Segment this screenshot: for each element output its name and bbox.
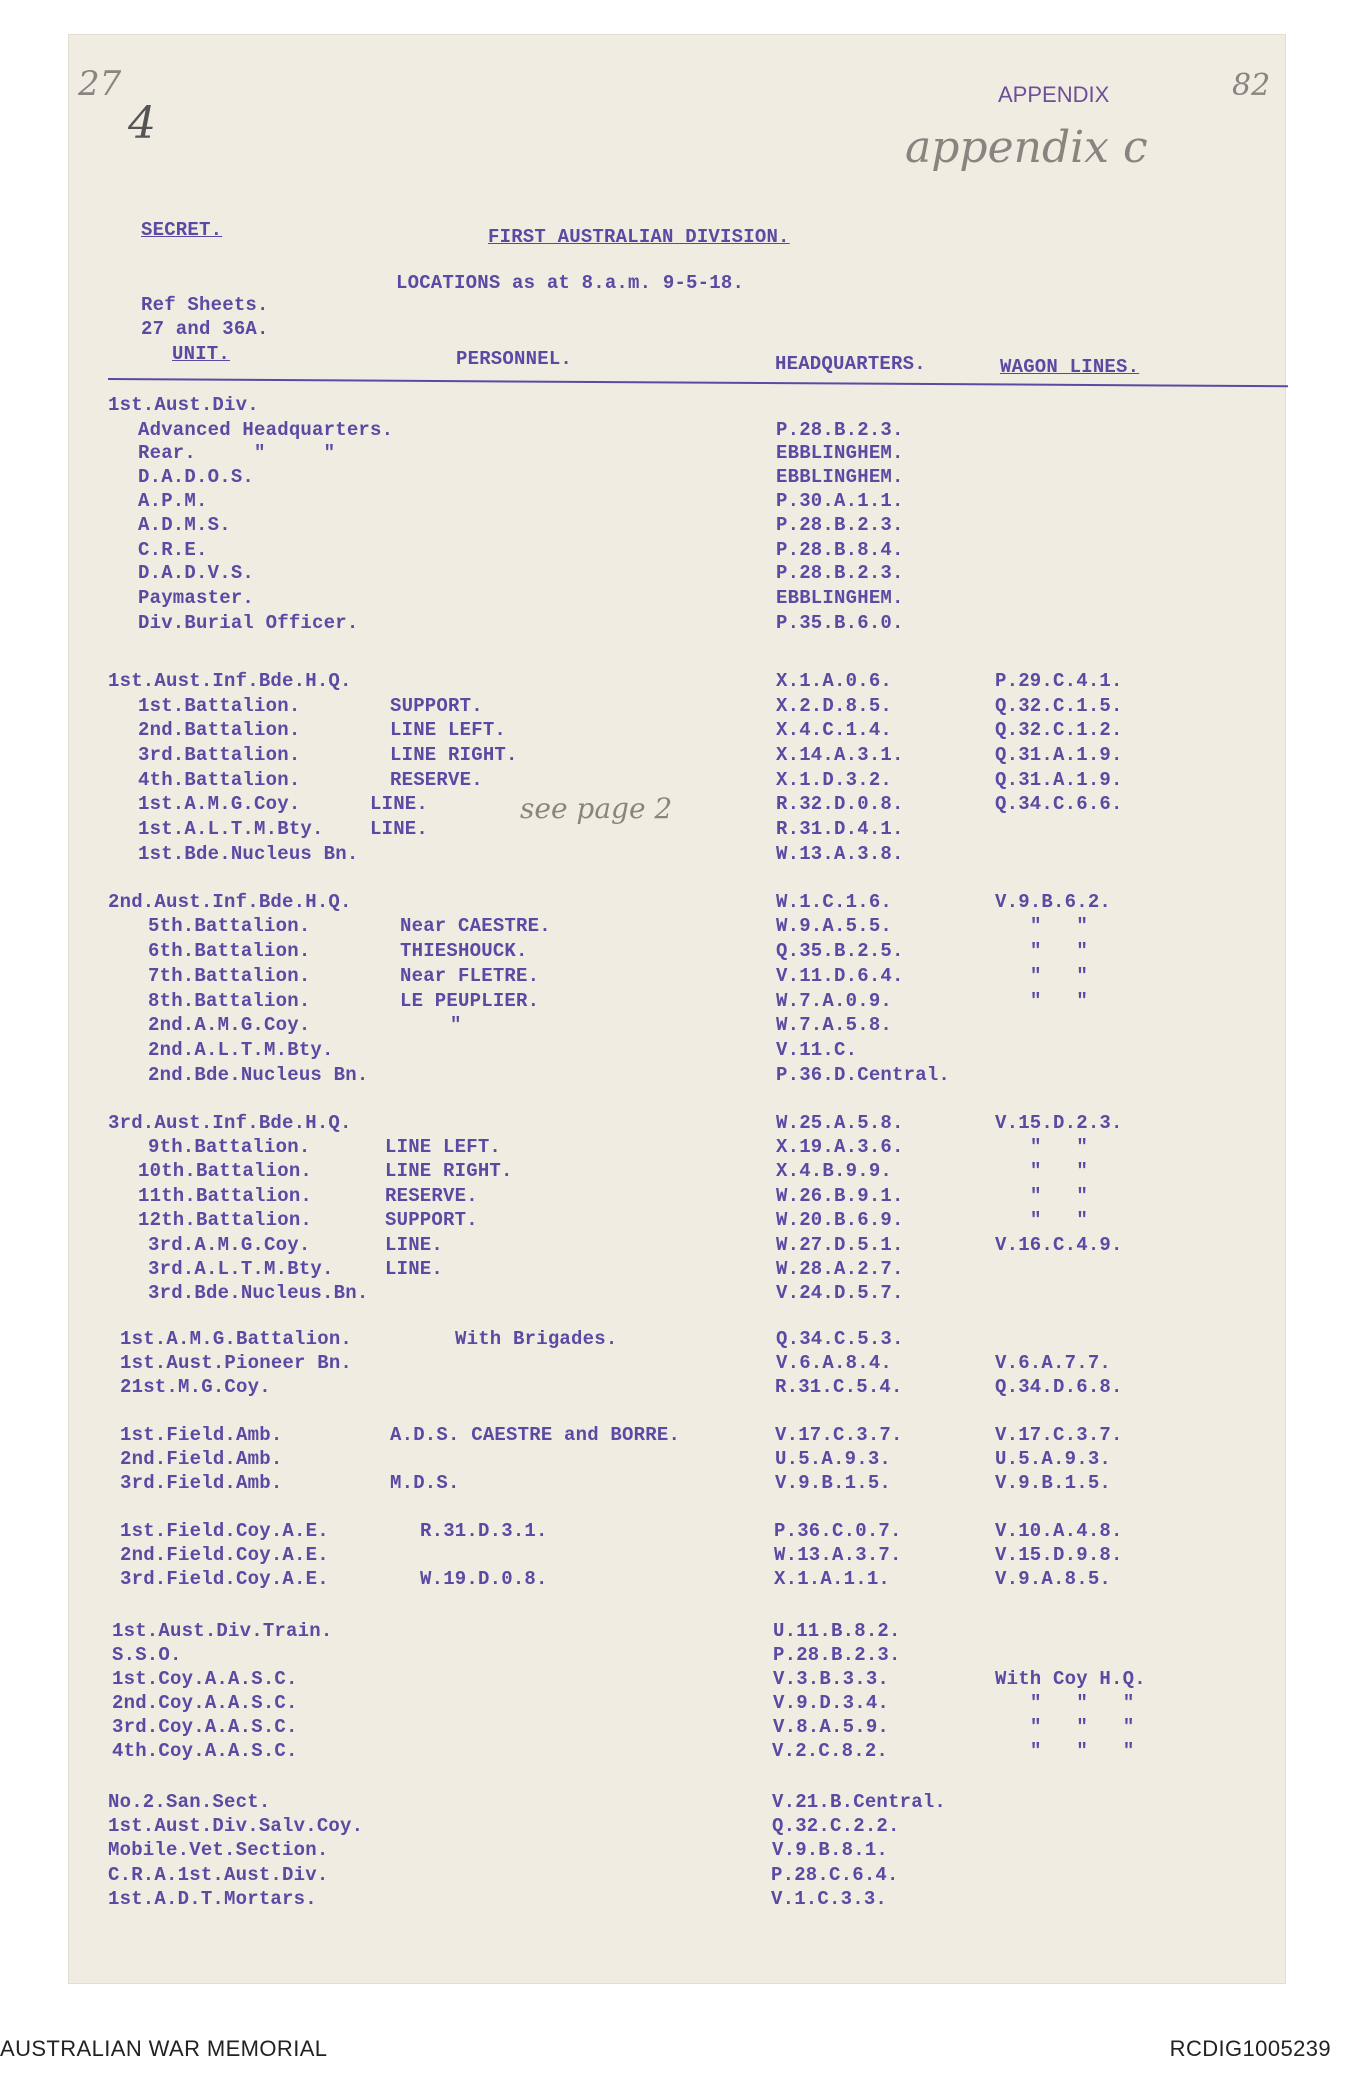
row-unit: 1st.A.M.G.Coy. <box>138 793 301 815</box>
row-unit: 21st.M.G.Coy. <box>120 1376 271 1398</box>
row-wagon-lines: P.29.C.4.1. <box>995 670 1123 692</box>
row-personnel: THIESHOUCK. <box>400 940 528 962</box>
row-headquarters: V.11.D.6.4. <box>776 965 904 987</box>
row-wagon-lines: " " <box>1030 940 1089 962</box>
row-headquarters: Q.32.C.2.2. <box>772 1815 900 1837</box>
row-unit: 7th.Battalion. <box>148 965 311 987</box>
row-unit: 4th.Battalion. <box>138 769 301 791</box>
row-headquarters: P.28.B.2.3. <box>776 562 904 584</box>
row-headquarters: X.2.D.8.5. <box>776 695 893 717</box>
row-wagon-lines: V.15.D.9.8. <box>995 1544 1123 1566</box>
row-headquarters: V.21.B.Central. <box>772 1791 947 1813</box>
row-headquarters: X.1.A.1.1. <box>774 1568 891 1590</box>
row-unit: 2nd.A.L.T.M.Bty. <box>148 1039 334 1061</box>
row-unit: 6th.Battalion. <box>148 940 311 962</box>
row-unit: 1st.Aust.Div.Train. <box>112 1620 333 1642</box>
row-headquarters: U.11.B.8.2. <box>773 1620 901 1642</box>
column-wagon-lines: WAGON LINES. <box>1000 356 1140 378</box>
row-personnel: LINE RIGHT. <box>390 744 518 766</box>
row-unit: C.R.A.1st.Aust.Div. <box>108 1864 329 1886</box>
row-headquarters: W.7.A.5.8. <box>776 1014 893 1036</box>
row-headquarters: R.31.D.4.1. <box>776 818 904 840</box>
row-headquarters: P.35.B.6.0. <box>776 612 904 634</box>
row-personnel: LINE. <box>385 1234 444 1256</box>
row-wagon-lines: " " <box>1030 990 1089 1012</box>
row-wagon-lines: V.15.D.2.3. <box>995 1112 1123 1134</box>
footer-right: RCDIG1005239 <box>1169 2036 1331 2061</box>
row-headquarters: P.36.D.Central. <box>776 1064 951 1086</box>
row-unit: 2nd.Field.Amb. <box>120 1448 283 1470</box>
row-headquarters: U.5.A.9.3. <box>775 1448 892 1470</box>
row-headquarters: W.13.A.3.8. <box>776 843 904 865</box>
row-wagon-lines: " " " <box>1030 1716 1135 1738</box>
row-unit: 1st.A.L.T.M.Bty. <box>138 818 324 840</box>
row-unit: 1st.Aust.Div.Salv.Coy. <box>108 1815 364 1837</box>
row-headquarters: P.28.B.2.3. <box>776 514 904 536</box>
row-wagon-lines: " " <box>1030 1136 1089 1158</box>
row-unit: S.S.O. <box>112 1644 182 1666</box>
row-headquarters: EBBLINGHEM. <box>776 442 904 464</box>
row-personnel: LINE LEFT. <box>390 719 507 741</box>
row-wagon-lines: Q.32.C.1.2. <box>995 719 1123 741</box>
row-personnel: A.D.S. CAESTRE and BORRE. <box>390 1424 681 1446</box>
row-unit: 2nd.A.M.G.Coy. <box>148 1014 311 1036</box>
row-headquarters: P.28.C.6.4. <box>771 1864 899 1886</box>
locations-line: LOCATIONS as at 8.a.m. 9-5-18. <box>396 272 745 294</box>
row-unit: 2nd.Field.Coy.A.E. <box>120 1544 329 1566</box>
row-headquarters: V.6.A.8.4. <box>776 1352 893 1374</box>
row-headquarters: W.26.B.9.1. <box>776 1185 904 1207</box>
row-unit: 1st.Coy.A.A.S.C. <box>112 1668 298 1690</box>
row-wagon-lines: Q.31.A.1.9. <box>995 744 1123 766</box>
appendix-handwritten: appendix c <box>905 122 1148 173</box>
row-personnel: SUPPORT. <box>390 695 483 717</box>
row-wagon-lines: " " <box>1030 1160 1089 1182</box>
row-headquarters: P.36.C.0.7. <box>774 1520 902 1542</box>
row-unit: 1st.Field.Amb. <box>120 1424 283 1446</box>
row-headquarters: X.19.A.3.6. <box>776 1136 904 1158</box>
row-unit: C.R.E. <box>138 539 208 561</box>
row-unit: 3rd.A.L.T.M.Bty. <box>148 1258 334 1280</box>
secret-label: SECRET. <box>141 219 223 241</box>
division-title: FIRST AUSTRALIAN DIVISION. <box>488 226 790 248</box>
row-unit: Advanced Headquarters. <box>138 419 394 441</box>
row-unit: Mobile.Vet.Section. <box>108 1839 329 1861</box>
row-wagon-lines: V.9.B.1.5. <box>995 1472 1112 1494</box>
row-personnel: M.D.S. <box>390 1472 460 1494</box>
row-unit: Paymaster. <box>138 587 255 609</box>
row-wagon-lines: " " <box>1030 1209 1089 1231</box>
row-unit: 1st.Battalion. <box>138 695 301 717</box>
row-unit: 3rd.Field.Coy.A.E. <box>120 1568 329 1590</box>
row-headquarters: EBBLINGHEM. <box>776 587 904 609</box>
row-unit: 3rd.Field.Amb. <box>120 1472 283 1494</box>
row-unit: 8th.Battalion. <box>148 990 311 1012</box>
row-headquarters: X.4.B.9.9. <box>776 1160 893 1182</box>
row-headquarters: X.1.D.3.2. <box>776 769 893 791</box>
page-number: 4 <box>128 98 156 149</box>
stamp-number: 82 <box>1232 68 1271 103</box>
row-unit: No.2.San.Sect. <box>108 1791 271 1813</box>
row-headquarters: P.28.B.8.4. <box>776 539 904 561</box>
row-personnel: W.19.D.0.8. <box>420 1568 548 1590</box>
row-unit: 3rd.Aust.Inf.Bde.H.Q. <box>108 1112 352 1134</box>
row-wagon-lines: With Coy H.Q. <box>995 1668 1146 1690</box>
row-unit: 2nd.Aust.Inf.Bde.H.Q. <box>108 891 352 913</box>
row-unit: 1st.A.M.G.Battalion. <box>120 1328 353 1350</box>
row-personnel: Near CAESTRE. <box>400 915 551 937</box>
row-unit: D.A.D.V.S. <box>138 562 255 584</box>
row-headquarters: V.9.B.8.1. <box>772 1839 889 1861</box>
row-headquarters: W.27.D.5.1. <box>776 1234 904 1256</box>
row-unit: 1st.Aust.Div. <box>108 394 259 416</box>
row-personnel: RESERVE. <box>390 769 483 791</box>
row-unit: 1st.A.D.T.Mortars. <box>108 1888 317 1910</box>
row-headquarters: X.1.A.0.6. <box>776 670 893 692</box>
see-page-note: see page 2 <box>520 792 673 825</box>
row-headquarters: R.32.D.0.8. <box>776 793 904 815</box>
row-wagon-lines: " " <box>1030 1185 1089 1207</box>
row-unit: 3rd.Coy.A.A.S.C. <box>112 1716 298 1738</box>
row-unit: 12th.Battalion. <box>138 1209 313 1231</box>
appendix-stamp: APPENDIX <box>998 82 1110 107</box>
ref-sheets-numbers: 27 and 36A. <box>141 318 269 340</box>
row-headquarters: W.13.A.3.7. <box>774 1544 902 1566</box>
row-personnel: Near FLETRE. <box>400 965 540 987</box>
row-headquarters: V.1.C.3.3. <box>771 1888 888 1910</box>
row-wagon-lines: V.17.C.3.7. <box>995 1424 1123 1446</box>
row-unit: 2nd.Battalion. <box>138 719 301 741</box>
row-wagon-lines: " " <box>1030 965 1089 987</box>
row-unit: 3rd.Battalion. <box>138 744 301 766</box>
row-headquarters: P.28.B.2.3. <box>773 1644 901 1666</box>
row-unit: Rear. " " <box>138 442 336 464</box>
row-unit: 11th.Battalion. <box>138 1185 313 1207</box>
row-personnel: LINE RIGHT. <box>385 1160 513 1182</box>
row-wagon-lines: Q.34.C.6.6. <box>995 793 1123 815</box>
row-unit: 1st.Bde.Nucleus Bn. <box>138 843 359 865</box>
row-headquarters: V.17.C.3.7. <box>775 1424 903 1446</box>
row-wagon-lines: V.16.C.4.9. <box>995 1234 1123 1256</box>
row-personnel: With Brigades. <box>455 1328 618 1350</box>
row-headquarters: P.28.B.2.3. <box>776 419 904 441</box>
row-headquarters: V.9.B.1.5. <box>775 1472 892 1494</box>
row-headquarters: V.2.C.8.2. <box>772 1740 889 1762</box>
row-personnel: " <box>450 1014 462 1036</box>
row-headquarters: W.28.A.2.7. <box>776 1258 904 1280</box>
column-headquarters: HEADQUARTERS. <box>775 353 926 375</box>
row-headquarters: Q.34.C.5.3. <box>776 1328 904 1350</box>
row-unit: 1st.Field.Coy.A.E. <box>120 1520 329 1542</box>
row-wagon-lines: " " " <box>1030 1692 1135 1714</box>
row-personnel: LE PEUPLIER. <box>400 990 540 1012</box>
row-unit: 4th.Coy.A.A.S.C. <box>112 1740 298 1762</box>
row-unit: D.A.D.O.S. <box>138 466 255 488</box>
row-wagon-lines: " " <box>1030 915 1089 937</box>
row-headquarters: W.9.A.5.5. <box>776 915 893 937</box>
row-headquarters: P.30.A.1.1. <box>776 490 904 512</box>
row-headquarters: X.14.A.3.1. <box>776 744 904 766</box>
row-unit: 3rd.Bde.Nucleus.Bn. <box>148 1282 369 1304</box>
row-personnel: RESERVE. <box>385 1185 478 1207</box>
row-wagon-lines: V.6.A.7.7. <box>995 1352 1112 1374</box>
row-unit: A.P.M. <box>138 490 208 512</box>
row-unit: 1st.Aust.Inf.Bde.H.Q. <box>108 670 352 692</box>
row-headquarters: W.20.B.6.9. <box>776 1209 904 1231</box>
row-unit: 5th.Battalion. <box>148 915 311 937</box>
corner-annotation: 27 <box>78 64 122 104</box>
row-unit: 9th.Battalion. <box>148 1136 311 1158</box>
row-headquarters: X.4.C.1.4. <box>776 719 893 741</box>
row-unit: 2nd.Coy.A.A.S.C. <box>112 1692 298 1714</box>
row-personnel: R.31.D.3.1. <box>420 1520 548 1542</box>
row-personnel: SUPPORT. <box>385 1209 478 1231</box>
row-headquarters: V.8.A.5.9. <box>773 1716 890 1738</box>
row-headquarters: W.7.A.0.9. <box>776 990 893 1012</box>
row-unit: 3rd.A.M.G.Coy. <box>148 1234 311 1256</box>
ref-sheets: Ref Sheets. <box>141 294 269 316</box>
row-unit: A.D.M.S. <box>138 514 231 536</box>
row-headquarters: V.9.D.3.4. <box>773 1692 890 1714</box>
row-wagon-lines: Q.31.A.1.9. <box>995 769 1123 791</box>
row-headquarters: R.31.C.5.4. <box>775 1376 903 1398</box>
column-personnel: PERSONNEL. <box>456 348 573 370</box>
row-wagon-lines: Q.34.D.6.8. <box>995 1376 1123 1398</box>
row-wagon-lines: U.5.A.9.3. <box>995 1448 1112 1470</box>
row-headquarters: V.3.B.3.3. <box>773 1668 890 1690</box>
row-wagon-lines: V.9.A.8.5. <box>995 1568 1112 1590</box>
row-headquarters: V.11.C. <box>776 1039 858 1061</box>
row-personnel: LINE. <box>370 818 429 840</box>
row-wagon-lines: " " " <box>1030 1740 1135 1762</box>
row-headquarters: Q.35.B.2.5. <box>776 940 904 962</box>
row-headquarters: W.25.A.5.8. <box>776 1112 904 1134</box>
row-personnel: LINE LEFT. <box>385 1136 502 1158</box>
row-wagon-lines: V.9.B.6.2. <box>995 891 1112 913</box>
row-unit: 1st.Aust.Pioneer Bn. <box>120 1352 353 1374</box>
row-unit: 2nd.Bde.Nucleus Bn. <box>148 1064 369 1086</box>
row-headquarters: V.24.D.5.7. <box>776 1282 904 1304</box>
column-unit: UNIT. <box>172 343 231 365</box>
row-headquarters: W.1.C.1.6. <box>776 891 893 913</box>
row-wagon-lines: Q.32.C.1.5. <box>995 695 1123 717</box>
row-unit: Div.Burial Officer. <box>138 612 359 634</box>
row-personnel: LINE. <box>370 793 429 815</box>
row-personnel: LINE. <box>385 1258 444 1280</box>
row-wagon-lines: V.10.A.4.8. <box>995 1520 1123 1542</box>
row-headquarters: EBBLINGHEM. <box>776 466 904 488</box>
row-unit: 10th.Battalion. <box>138 1160 313 1182</box>
footer-left: AUSTRALIAN WAR MEMORIAL <box>0 2036 328 2061</box>
